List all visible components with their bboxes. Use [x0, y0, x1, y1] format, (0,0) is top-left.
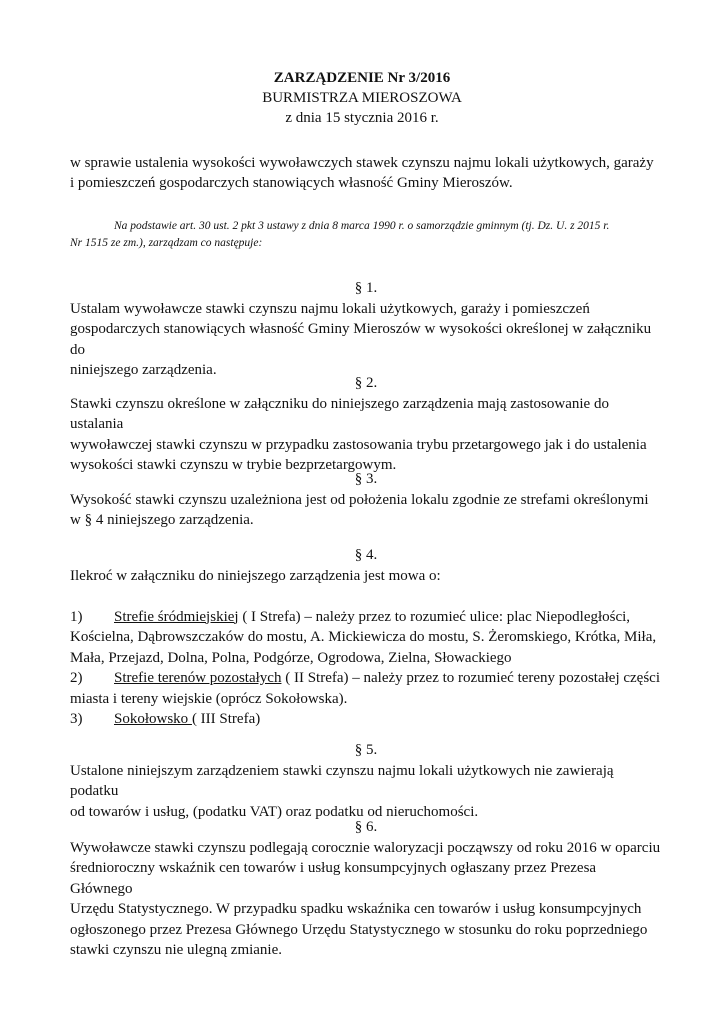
- basis-line: Na podstawie art. 30 ust. 2 pkt 3 ustawy z dnia 8 marca 1990 r. o samorządzie gminnym (tj. Dz. U. z 2015 r.: [114, 220, 610, 232]
- section-mark: § 3.: [354, 471, 378, 487]
- zone-term: Strefie śródmiejskiej: [114, 608, 239, 625]
- zone-item: [70, 668, 662, 689]
- section-mark: § 2.: [354, 375, 378, 391]
- section-line: Ustalam wywoławcze stawki czynszu najmu lokali użytkowych, garaży i pomieszczeń: [70, 300, 590, 317]
- section-2: [70, 373, 662, 476]
- section-5: [70, 740, 662, 822]
- document-issuer: BURMISTRZA MIEROSZOWA: [262, 90, 462, 106]
- section-line: Stawki czynszu określone w załączniku do niniejszego zarządzenia mają zastosowanie do ustalania: [70, 395, 609, 432]
- zone-item: [70, 709, 662, 730]
- zone-description: ( II Strefa) – należy przez to rozumieć tereny pozostałej części: [281, 670, 661, 686]
- section-line: od towarów i usług, (podatku VAT) oraz podatku od nieruchomości.: [70, 803, 479, 820]
- section-intro: Ilekroć w załączniku do niniejszego zarządzenia jest mowa o:: [70, 567, 441, 584]
- section-mark: § 5.: [354, 742, 378, 758]
- section-line: ogłoszonego przez Prezesa Głównego Urzędu Statystycznego w stosunku do roku poprzedniego: [70, 921, 648, 938]
- section-line: wysokości stawki czynszu w trybie bezprzetargowym.: [70, 457, 397, 473]
- section-4: [70, 545, 662, 730]
- section-line: średnioroczny wskaźnik cen towarów i usług konsumpcyjnych ogłaszany przez Prezesa Głównego: [70, 860, 597, 897]
- section-line: wywoławczej stawki czynszu w przypadku zastosowania trybu przetargowego jak i do ustalenia: [70, 436, 647, 453]
- section-mark: § 1.: [354, 280, 378, 296]
- legal-basis: [70, 218, 670, 252]
- document-title: ZARZĄDZENIE Nr 3/2016: [273, 70, 451, 86]
- document-header: [0, 68, 724, 128]
- subject-line: w sprawie ustalenia wysokości wywoławczych stawek czynszu najmu lokali użytkowych, garaży: [70, 155, 654, 171]
- subject-line: i pomieszczeń gospodarczych stanowiących własność Gminy Mieroszów.: [70, 175, 513, 191]
- section-line: Wywoławcze stawki czynszu podlegają corocznie waloryzacji począwszy od roku 2016 w oparciu: [70, 839, 661, 856]
- section-3: [70, 469, 662, 531]
- zone-item: [70, 607, 662, 628]
- zone-description: ( I Strefa) – należy przez to rozumieć ulice: plac Niepodległości,: [238, 608, 631, 625]
- section-line: gospodarczych stanowiących własność Gminy Mieroszów w wysokości określonej w załączniku do: [70, 321, 652, 358]
- zone-term: Sokołowsko: [114, 711, 192, 727]
- zone-number: 3): [70, 711, 83, 727]
- zone-number: 2): [70, 670, 83, 686]
- section-line: w § 4 niniejszego zarządzenia.: [70, 512, 254, 528]
- section-mark: § 6.: [354, 819, 378, 835]
- zone-continuation: miasta i tereny wiejskie (oprócz Sokołowska).: [70, 690, 348, 707]
- section-mark: § 4.: [354, 547, 378, 563]
- section-line: Urzędu Statystycznego. W przypadku spadku wskaźnika cen towarów i usług konsumpcyjnych: [70, 901, 642, 917]
- section-1: [70, 278, 662, 381]
- section-line: niniejszego zarządzenia.: [70, 362, 217, 378]
- zone-term: Strefie terenów pozostałych: [114, 670, 282, 686]
- basis-line: Nr 1515 ze zm.), zarządzam co następuje:: [70, 237, 263, 249]
- section-line: Ustalone niniejszym zarządzeniem stawki czynszu najmu lokali użytkowych nie zawierają podatku: [70, 762, 614, 799]
- section-line: stawki czynszu nie ulegną zmianie.: [70, 942, 283, 958]
- section-6: [70, 817, 662, 961]
- document-date: z dnia 15 stycznia 2016 r.: [285, 110, 439, 126]
- zone-continuation: Kościelna, Dąbrowszczaków do mostu, A. Mickiewicza do mostu, S. Żeromskiego, Krótka, Miła,: [70, 629, 657, 645]
- section-line: Wysokość stawki czynszu uzależniona jest od położenia lokalu zgodnie ze strefami określonymi: [70, 491, 649, 508]
- zone-number: 1): [70, 608, 83, 625]
- zone-description: ( III Strefa): [191, 711, 261, 727]
- zone-continuation: Mała, Przejazd, Dolna, Polna, Podgórze, Ogrodowa, Zielna, Słowackiego: [70, 649, 512, 666]
- document-subject: [70, 153, 670, 193]
